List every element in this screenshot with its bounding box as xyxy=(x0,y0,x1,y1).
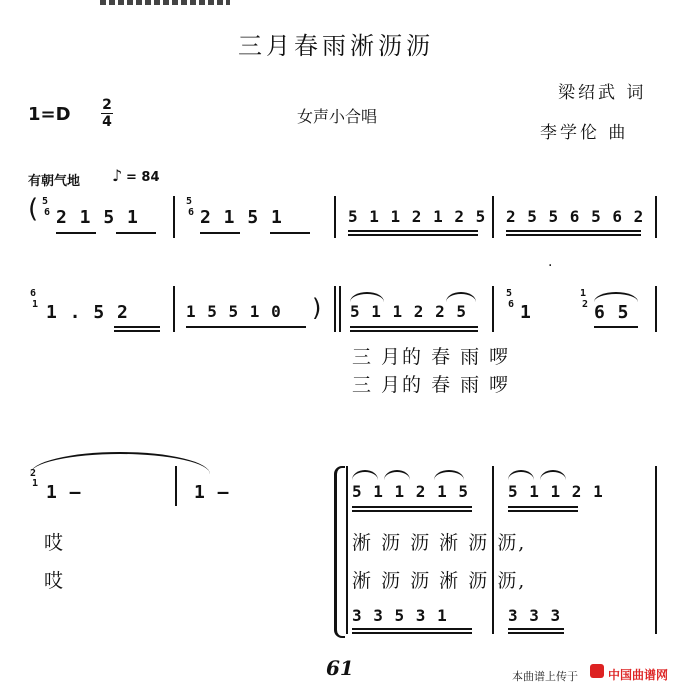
genre-label: 女声小合唱 xyxy=(297,107,378,126)
upload-text: 本曲谱上传于 xyxy=(512,670,578,683)
grace-note: 5 xyxy=(186,196,193,207)
grace-note: 5 xyxy=(506,288,513,299)
measure: 5 1 1 2 1 2 5 xyxy=(348,207,487,226)
measure: 5 1 1 2 1 xyxy=(508,482,604,501)
tempo-text: 有朝气地 xyxy=(28,174,81,189)
tempo-value: = 84 xyxy=(126,170,160,185)
grace-note: 6 xyxy=(30,288,37,299)
grace-note: 2 xyxy=(582,299,589,310)
logo-text: 中国曲谱网 xyxy=(608,668,669,682)
bass-measure: 3 3 3 xyxy=(508,606,562,625)
open-paren: ( xyxy=(28,194,39,224)
bass-measure: 3 3 5 3 1 xyxy=(352,606,448,625)
cropped-top-text xyxy=(100,0,230,5)
measure: 2 1 5 1 xyxy=(56,207,139,228)
lyric-line: 三 月的 春 雨 啰 xyxy=(352,346,511,368)
song-title: 三月春雨淅沥沥 xyxy=(238,32,434,60)
close-paren: ) xyxy=(312,294,322,322)
measure: 2 5 5 6 5 6 2 xyxy=(506,207,645,226)
measure: 1 – xyxy=(194,482,230,503)
grace-note: 6 xyxy=(508,299,515,310)
lyric-left: 哎 xyxy=(44,570,66,592)
grace-note: 1 xyxy=(32,299,39,310)
grace-note: 1 xyxy=(32,478,39,489)
measure: 5 1 1 2 2 5 xyxy=(350,302,467,321)
measure: 5 1 1 2 1 5 xyxy=(352,482,469,501)
eighth-note-icon: ♪ xyxy=(112,166,123,185)
grace-note: 1 xyxy=(580,288,587,299)
system-bracket xyxy=(334,466,345,638)
lyric-line: 三 月的 春 雨 啰 xyxy=(352,374,511,396)
page-number: 61 xyxy=(326,656,354,680)
logo-icon xyxy=(590,664,604,678)
measure: 2 1 5 1 xyxy=(200,207,283,228)
measure: 1 . 5 2 xyxy=(46,302,129,323)
mark-dot: · xyxy=(548,258,553,274)
grace-note: 5 xyxy=(42,196,49,207)
key-signature: 1=D xyxy=(28,104,71,125)
long-tie xyxy=(30,452,210,474)
time-signature xyxy=(100,98,114,129)
note: 6 5 xyxy=(594,302,630,323)
measure: 1 5 5 1 0 xyxy=(186,302,282,321)
lyricist-credit: 梁绍武 词 xyxy=(558,83,647,103)
grace-note: 6 xyxy=(188,207,195,218)
time-top: 2 xyxy=(102,97,112,113)
lyric-line: 淅 沥 沥 淅 沥 沥, xyxy=(352,570,527,592)
lyric-left: 哎 xyxy=(44,532,66,554)
measure: 1 – xyxy=(46,482,82,503)
grace-note: 6 xyxy=(44,207,51,218)
lyric-line: 淅 沥 沥 淅 沥 沥, xyxy=(352,532,527,554)
grace-note: 2 xyxy=(30,468,37,479)
composer-credit: 李学伦 曲 xyxy=(540,123,629,143)
note: 1 xyxy=(520,302,532,323)
time-bottom: 4 xyxy=(102,114,112,130)
